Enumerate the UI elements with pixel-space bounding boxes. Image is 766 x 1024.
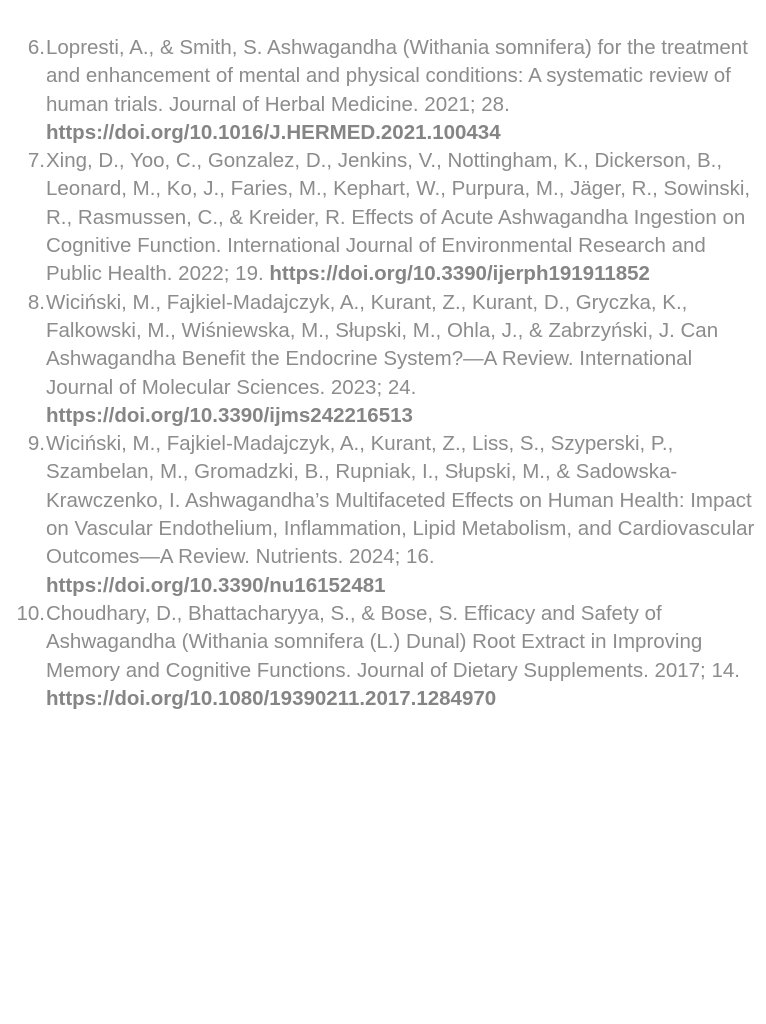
doi-link[interactable]: https://doi.org/10.3390/ijms242216513 — [46, 403, 413, 427]
reference-item — [0, 289, 766, 430]
reference-item — [0, 600, 766, 713]
reference-text: Choudhary, D., Bhattacharyya, S., & Bose, S. Efficacy and Safety of Ashwagandha (Withania somnifera (L.) Dunal) Root Extract in Improving Memory and Cognitive Functions. Journal of Dietary Supplements. 2017; 14. — [46, 601, 740, 682]
reference-number: 8. — [27, 290, 45, 314]
reference-text: Xing, D., Yoo, C., Gonzalez, D., Jenkins, V., Nottingham, K., Dickerson, B., Leonard, M., Ko, J., Faries, M., Kephart, W., Purpura, M., Jäger, R., Sowinski, R., Rasmussen, C., & Kreider, R. Effects of Acute Ashwagandha Ingestion on Cognitive Function. International Journal of Environmental Research and Public Health. 2022; 19. — [46, 149, 751, 286]
doi-link[interactable]: https://doi.org/10.3390/ijerph191911852 — [269, 262, 650, 286]
reference-number: 10. — [16, 601, 45, 625]
reference-item — [0, 430, 766, 600]
reference-number: 7. — [27, 149, 45, 173]
doi-link[interactable]: https://doi.org/10.1016/J.HERMED.2021.100434 — [46, 120, 501, 144]
reference-item — [0, 34, 766, 147]
reference-list — [0, 34, 766, 713]
reference-text: Lopresti, A., & Smith, S. Ashwagandha (Withania somnifera) for the treatment and enhancement of mental and physical conditions: A systematic review of human trials. Journal of Herbal Medicine. 2021; 28. — [46, 36, 748, 116]
reference-text: Wiciński, M., Fajkiel-Madajczyk, A., Kurant, Z., Liss, S., Szyperski, P., Szambelan, M., Gromadzki, B., Rupniak, I., Słupski, M., & Sadowska-Krawczenko, I. Ashwagandha’s Multifaceted Effects on Human Health: Impact on Vascular Endothelium, Inflammation, Lipid Metabolism, and Cardiovascular Outcomes—A Review. Nutrients. 2024; 16. — [46, 432, 755, 569]
reference-item — [0, 147, 766, 288]
reference-number: 9. — [27, 432, 45, 456]
doi-link[interactable]: https://doi.org/10.3390/nu16152481 — [46, 573, 386, 597]
doi-link[interactable]: https://doi.org/10.1080/19390211.2017.1284970 — [46, 686, 497, 710]
reference-text: Wiciński, M., Fajkiel-Madajczyk, A., Kurant, Z., Kurant, D., Gryczka, K., Falkowski, M., Wiśniewska, M., Słupski, M., Ohla, J., & Zabrzyński, J. Can Ashwagandha Benefit the Endocrine System?—A Review. International Journal of Molecular Sciences. 2023; 24. — [46, 290, 719, 399]
reference-number: 6. — [27, 36, 45, 59]
